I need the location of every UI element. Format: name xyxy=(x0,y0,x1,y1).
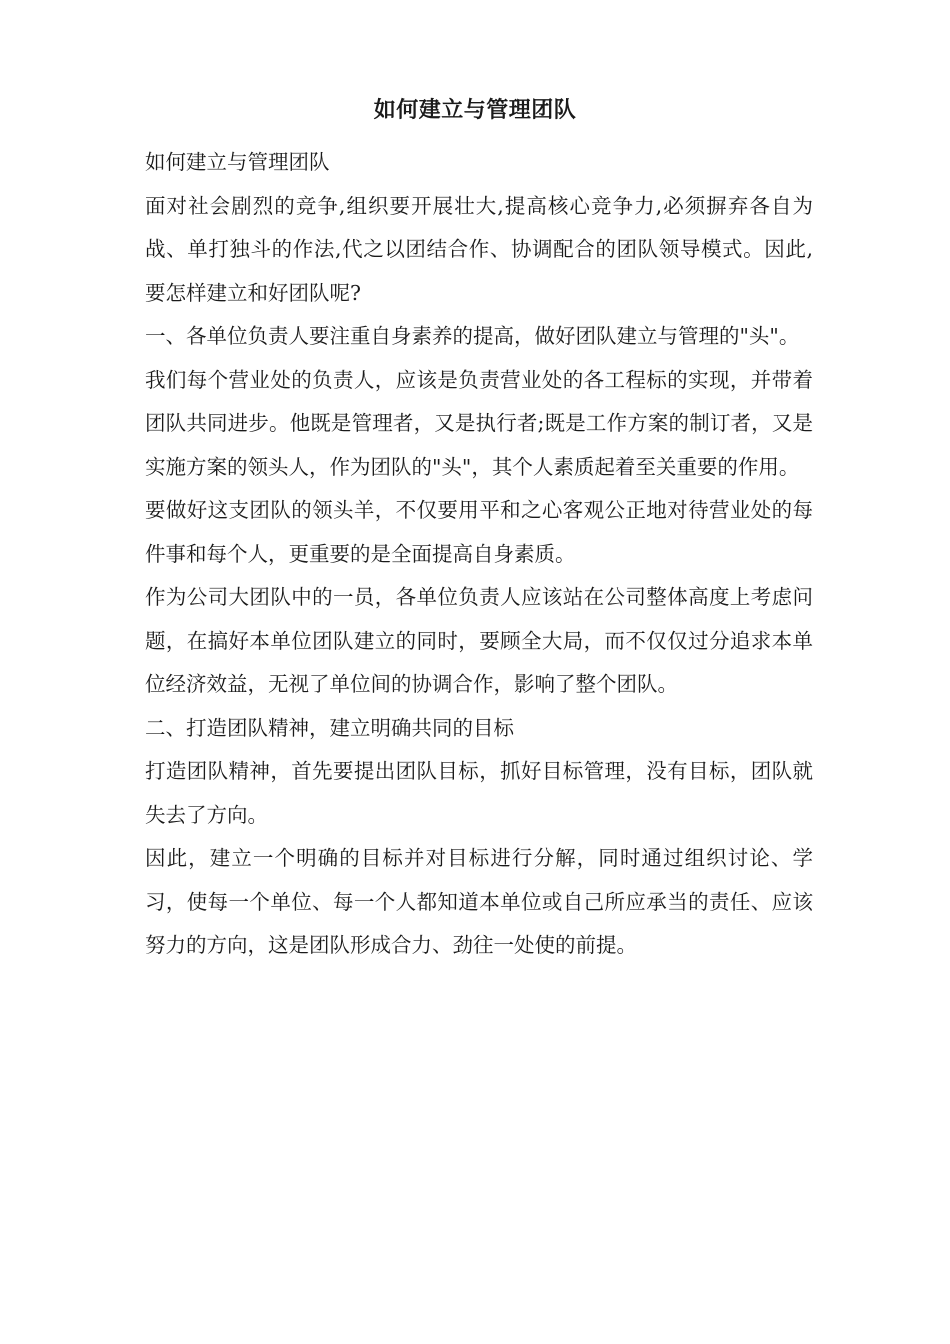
section-heading-2: 二、打造团队精神，建立明确共同的目标 xyxy=(145,715,514,740)
paragraph: 因此，建立一个明确的目标并对目标进行分解，同时通过组织讨论、学习，使每一个单位、每一个人都知道本单位或自己所应承当的责任、应该努力的方向，这是团队形成合力、劲往一处使的前提。 xyxy=(145,846,813,957)
paragraph: 我们每个营业处的负责人，应该是负责营业处的各工程标的实现，并带着团队共同进步。他既是管理者，又是执行者;既是工作方案的制订者，又是实施方案的领头人，作为团队的"头"，其个人素质起着至关重要的作用。 xyxy=(145,367,813,479)
section-heading-1: 一、各单位负责人要注重自身素养的提高，做好团队建立与管理的"头"。 xyxy=(145,324,800,348)
paragraph: 作为公司大团队中的一员，各单位负责人应该站在公司整体高度上考虑问题，在搞好本单位团队建立的同时，要顾全大局，而不仅仅过分追求本单位经济效益，无视了单位间的协调合作，影响了整个团队。 xyxy=(145,585,813,696)
paragraph-intro: 面对社会剧烈的竞争,组织要开展壮大,提高核心竞争力,必须摒弃各自为战、单打独斗的作法,代之以团结合作、协调配合的团队领导模式。因此,要怎样建立和好团队呢? xyxy=(145,193,813,305)
document-title: 如何建立与管理团队 xyxy=(373,97,577,123)
paragraph-subtitle: 如何建立与管理团队 xyxy=(145,150,330,174)
paragraph: 要做好这支团队的领头羊，不仅要用平和之心客观公正地对待营业处的每件事和每个人，更重要的是全面提高自身素质。 xyxy=(145,498,813,566)
paragraph: 打造团队精神，首先要提出团队目标，抓好目标管理，没有目标，团队就失去了方向。 xyxy=(145,759,813,827)
document-body xyxy=(145,141,813,968)
